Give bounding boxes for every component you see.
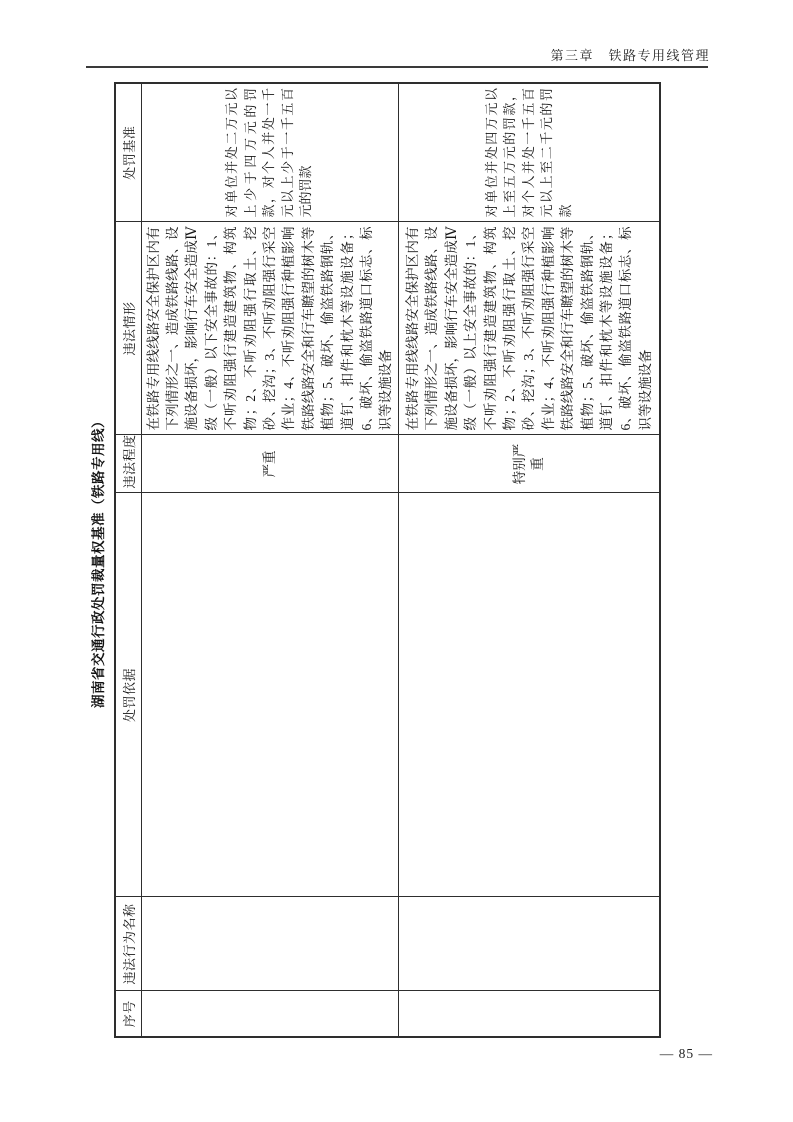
cell-serial — [141, 991, 398, 1037]
cell-degree: 特别严重 — [398, 435, 660, 493]
rotated-table-region — [88, 84, 652, 1038]
cell-situation: 在铁路专用线线路安全保护区内有下列情形之一、造成铁路线路、设施设备损坏，影响行车安全造成Ⅳ级（一般）以上安全事故的：1、不听劝阻强行建造建筑物、构筑物；2、不听劝阻强行取土、挖砂、挖沟；3、不听劝阻强行采空作业；4、不听劝阻强行种植影响铁路线路安全和行车瞭望的树木等植物；5、破坏、偷盗铁路钢轨、道钉、扣件和枕木等设施设备；6、破坏、偷盗铁路道口标志、标识等设施设备 — [398, 222, 660, 435]
col-header-serial: 序号 — [115, 991, 141, 1037]
cell-violation-name — [141, 897, 398, 991]
cell-penalty-standard: 对单位并处四万元以上至五万元的罚款，对个人并处一千五百元以上至二千元的罚款 — [398, 83, 660, 222]
table-header-row — [115, 83, 141, 1037]
col-header-violation-name: 违法行为名称 — [115, 897, 141, 991]
penalty-benchmark-table — [114, 82, 661, 1038]
chapter-heading: 第三章 铁路专用线管理 — [550, 48, 710, 63]
col-header-penalty-standard: 处罚基准 — [115, 83, 141, 222]
cell-penalty-standard: 对单位并处二万元以上少于四万元的罚款，对个人并处一千元以上少于一千五百元的罚款 — [141, 83, 398, 222]
table-title: 湖南省交通行政处罚裁量权基准（铁路专用线） — [91, 414, 106, 708]
cell-violation-name — [398, 897, 660, 991]
cell-penalty-basis — [398, 493, 660, 897]
header-rule — [86, 66, 708, 68]
cell-situation: 在铁路专用线线路安全保护区内有下列情形之一、造成铁路线路、设施设备损坏，影响行车安全造成Ⅳ级（一般）以下安全事故的：1、不听劝阻强行建造建筑物、构筑物；2、不听劝阻强行取土、挖砂、挖沟；3、不听劝阻强行采空作业；4、不听劝阻强行种植影响铁路线路安全和行车瞭望的树木等植物；5、破坏、偷盗铁路钢轨、道钉、扣件和枕木等设施设备；6、破坏、偷盗铁路道口标志、标识等设施设备 — [141, 222, 398, 435]
table-row — [141, 83, 398, 1037]
readable-table-block — [88, 84, 652, 1038]
table-row — [398, 83, 660, 1037]
col-header-degree: 违法程度 — [115, 435, 141, 493]
page-number: — 85 — — [659, 1046, 713, 1061]
col-header-penalty-basis: 处罚依据 — [115, 493, 141, 897]
cell-serial — [398, 991, 660, 1037]
cell-penalty-basis — [141, 493, 398, 897]
col-header-situation: 违法情形 — [115, 222, 141, 435]
cell-degree: 严重 — [141, 435, 398, 493]
